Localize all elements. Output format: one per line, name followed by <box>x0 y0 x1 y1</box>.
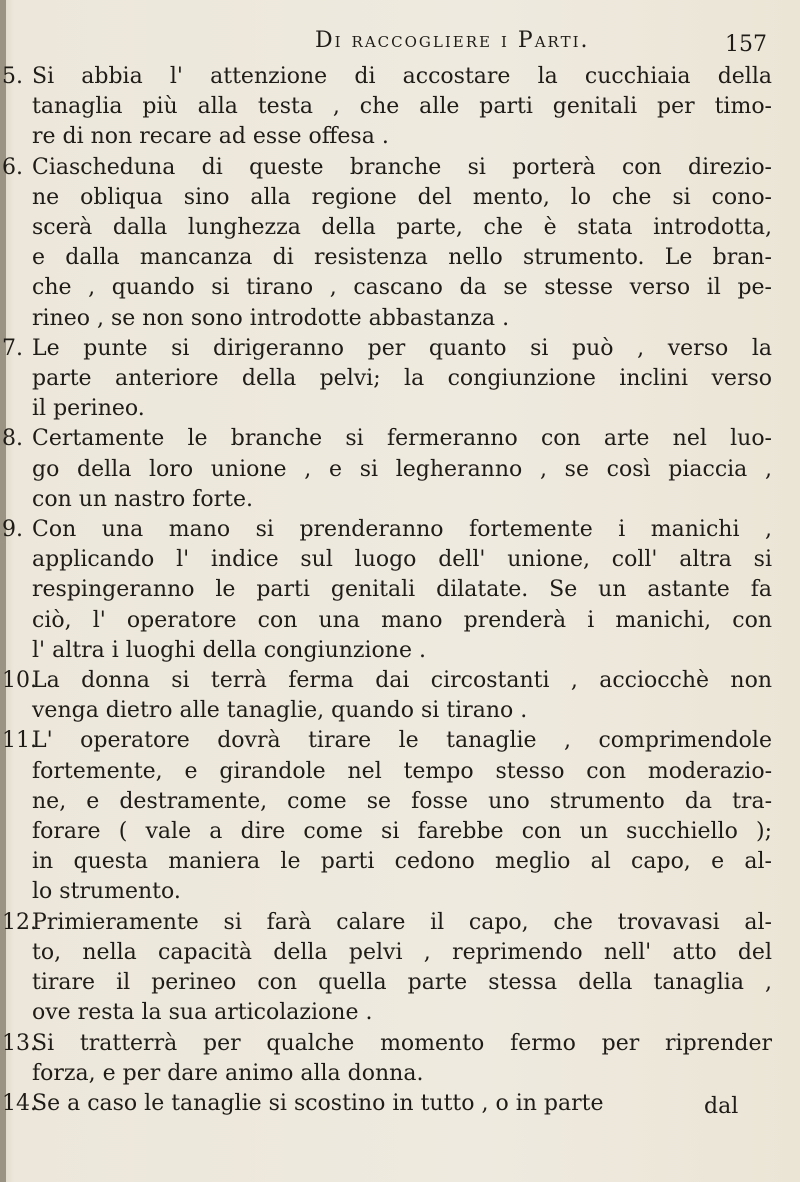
numbered-paragraph <box>0 908 800 1029</box>
paragraph-number: 12. <box>2 909 37 935</box>
text-line: ove resta la sua articolazione . <box>32 1000 373 1026</box>
text-line: venga dietro alle tanaglie, quando si tirano . <box>32 698 528 724</box>
paragraph-number: 7. <box>2 335 23 361</box>
numbered-paragraph <box>0 153 800 334</box>
page-body <box>0 62 800 1119</box>
running-head: Di raccogliere i Parti. <box>315 28 590 53</box>
paragraph-number: 14. <box>2 1090 37 1116</box>
text-line: in questa maniera le parti cedono meglio al capo, e al- <box>32 849 772 875</box>
text-line: lo strumento. <box>32 879 181 905</box>
text-line: ne, e destramente, come se fosse uno strumento da tra- <box>32 788 772 814</box>
numbered-paragraph <box>0 1029 800 1089</box>
numbered-paragraph <box>0 515 800 666</box>
text-line: e dalla mancanza di resistenza nello strumento. Le bran- <box>32 245 772 271</box>
text-line: re di non recare ad esse offesa . <box>32 124 389 150</box>
text-line: fortemente, e girandole nel tempo stesso con moderazio- <box>32 758 772 784</box>
text-line: l' altra i luoghi della congiunzione . <box>32 637 426 663</box>
text-line: che , quando si tirano , cascano da se stesse verso il pe- <box>32 275 772 301</box>
paragraph-number: 6. <box>2 154 23 180</box>
text-line: Le punte si dirigeranno per quanto si può , verso la <box>32 335 772 361</box>
paragraph-number: 8. <box>2 426 23 452</box>
paragraph-number: 9. <box>2 517 23 543</box>
text-line: to, nella capacità della pelvi , reprimendo nell' atto del <box>32 939 772 965</box>
paragraph-number: 13. <box>2 1030 37 1056</box>
numbered-paragraph <box>0 726 800 907</box>
text-line: rineo , se non sono introdotte abbastanza . <box>32 305 510 331</box>
text-line: respingeranno le parti genitali dilatate. Se un astante fa <box>32 577 772 603</box>
text-line: Certamente le branche si fermeranno con arte nel luo- <box>32 426 772 452</box>
catchword: dal <box>704 1094 739 1119</box>
numbered-paragraph <box>0 424 800 515</box>
text-line: forare ( vale a dire come si farebbe con un succhiello ); <box>32 819 772 845</box>
page-number: 157 <box>725 32 767 57</box>
paragraph-number: 11. <box>2 728 37 754</box>
numbered-paragraph <box>0 62 800 153</box>
text-line: scerà dalla lunghezza della parte, che è stata introdotta, <box>32 215 772 241</box>
text-line: go della loro unione , e si legheranno , se così piaccia , <box>32 456 772 482</box>
text-line: tanaglia più alla testa , che alle parti genitali per timo- <box>32 94 772 120</box>
text-line: tirare il perineo con quella parte stessa della tanaglia , <box>32 970 772 996</box>
text-line: L' operatore dovrà tirare le tanaglie , comprimendole <box>32 728 772 754</box>
text-line: con un nastro forte. <box>32 486 253 512</box>
numbered-paragraph <box>0 666 800 726</box>
text-line: ciò, l' operatore con una mano prenderà i manichi, con <box>32 607 772 633</box>
text-line: Con una mano si prenderanno fortemente i manichi , <box>32 517 772 543</box>
text-line: parte anteriore della pelvi; la congiunzione inclini verso <box>32 366 772 392</box>
text-line: Primieramente si farà calare il capo, che trovavasi al- <box>32 909 772 935</box>
text-line: Si abbia l' attenzione di accostare la cucchiaia della <box>32 64 772 89</box>
text-line: Ciascheduna di queste branche si porterà con direzio- <box>32 154 772 180</box>
text-line: Si tratterrà per qualche momento fermo per riprender <box>32 1030 772 1056</box>
text-line: forza, e per dare animo alla donna. <box>32 1060 424 1086</box>
text-line: Se a caso le tanaglie si scostino in tutto , o in parte <box>32 1090 604 1116</box>
text-line: applicando l' indice sul luogo dell' unione, coll' altra si <box>32 547 772 573</box>
text-line: La donna si terrà ferma dai circostanti , acciocchè non <box>32 668 772 694</box>
text-line: ne obliqua sino alla regione del mento, lo che si cono- <box>32 184 772 210</box>
numbered-paragraph <box>0 334 800 425</box>
text-line: il perineo. <box>32 396 145 422</box>
page-header <box>0 22 800 62</box>
numbered-paragraph <box>0 1089 800 1119</box>
paragraph-number: 10. <box>2 668 37 694</box>
paragraph-number: 5. <box>2 64 23 89</box>
